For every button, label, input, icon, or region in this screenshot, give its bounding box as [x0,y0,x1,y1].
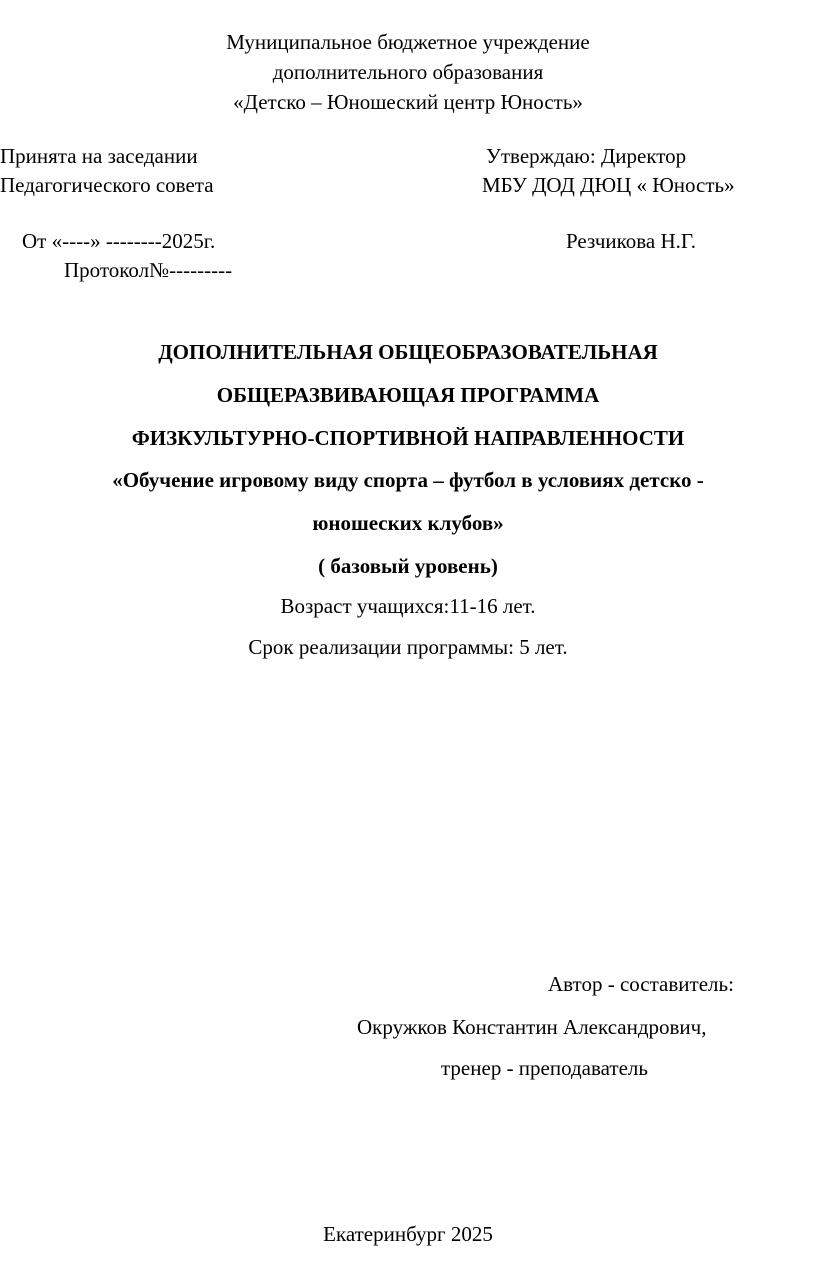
approval-protocol: Протокол№--------- [64,258,233,282]
program-title-line-1: ДОПОЛНИТЕЛЬНАЯ ОБЩЕОБРАЗОВАТЕЛЬНАЯ [158,340,658,364]
org-name-line-1: Муниципальное бюджетное учреждение [226,30,590,54]
program-name-line-1: «Обучение игровому виду спорта – футбол в условиях детско - [112,468,704,492]
approval-right-line-2: МБУ ДОД ДЮЦ « Юность» [482,173,735,197]
author-label: Автор - составитель: [548,972,734,996]
program-age: Возраст учащихся:11-16 лет. [280,594,536,618]
approval-left-line-2: Педагогического совета [0,173,214,197]
city-year: Екатеринбург 2025 [323,1222,493,1246]
org-name-line-3: «Детско – Юношеский центр Юность» [233,90,583,114]
program-title-line-2: ОБЩЕРАЗВИВАЮЩАЯ ПРОГРАММА [216,383,600,407]
program-duration: Срок реализации программы: 5 лет. [248,635,568,659]
program-name-line-2: юношеских клубов» [312,511,504,535]
approval-signature-name: Резчикова Н.Г. [566,229,696,253]
program-level: ( базовый уровень) [318,554,498,578]
approval-right-line-1: Утверждаю: Директор [486,144,687,168]
program-title-line-3: ФИЗКУЛЬТУРНО-СПОРТИВНОЙ НАПРАВЛЕННОСТИ [131,426,685,450]
org-name-line-2: дополнительного образования [272,60,544,84]
author-position: тренер - преподаватель [441,1056,648,1080]
approval-left-line-1: Принята на заседании [0,144,198,168]
approval-date: От «----» --------2025г. [22,229,216,253]
author-name: Окружков Константин Александрович, [357,1015,707,1039]
